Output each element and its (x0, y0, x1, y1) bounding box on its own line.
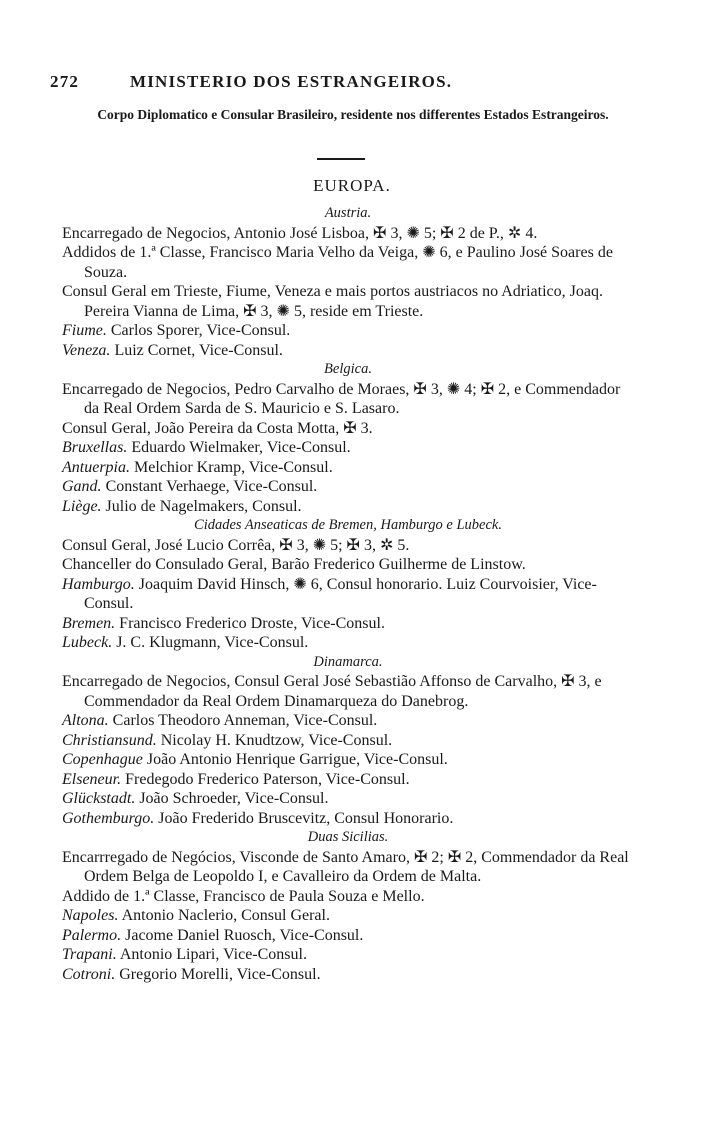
place-name: Elseneur. (62, 770, 122, 788)
place-name: Veneza. (62, 341, 111, 359)
country-heading: Duas Sicilias. (307, 829, 389, 845)
place-entry (62, 789, 634, 809)
place-name: Gothemburgo. (62, 809, 155, 827)
place-entry (62, 770, 634, 790)
section-title: EUROPA. (313, 176, 391, 195)
place-entry (62, 731, 634, 751)
place-name: Napoles. (62, 907, 119, 924)
place-entry (62, 341, 634, 361)
place-name: Hamburgo. (62, 575, 135, 593)
place-name: Lubeck. (62, 634, 113, 651)
place-name: Glückstadt. (62, 790, 136, 807)
place-text: Jacome Daniel Ruosch, Vice-Consul. (125, 926, 364, 944)
running-head (50, 72, 650, 92)
place-entry (62, 711, 634, 731)
place-name: Palermo. (62, 926, 122, 944)
place-text: J. C. Klugmann, Vice-Consul. (116, 634, 309, 651)
entry: Addidos de 1.ª Classe, Francisco Maria Velho da Veiga, ✺ 6, e Paulino José Soares de Souza. (62, 244, 613, 281)
place-text: Eduardo Wielmaker, Vice-Consul. (131, 439, 351, 456)
place-entry (62, 438, 634, 458)
country-heading: Cidades Anseaticas de Bremen, Hamburgo e Lubeck. (194, 517, 502, 533)
entry: Encarregado de Negocios, Pedro Carvalho de Moraes, ✠ 3, ✺ 4; ✠ 2, e Commendador da Real Ordem Sarda de S. Mauricio e S. Lasaro. (62, 380, 621, 417)
place-text: João Antonio Henrique Garrigue, Vice-Consul. (146, 751, 448, 768)
page-subtitle: Corpo Diplomatico e Consular Brasileiro, residente nos differentes Estados Estrangeiros. (97, 107, 609, 122)
entry: Encarregado de Negocios, Antonio José Lisboa, ✠ 3, ✺ 5; ✠ 2 de P., ✲ 4. (62, 224, 538, 242)
place-entry (62, 614, 634, 634)
place-name: Liège. (62, 497, 102, 515)
place-text: Nicolay H. Knudtzow, Vice-Consul. (160, 731, 393, 749)
place-entry (62, 321, 634, 341)
country-heading: Belgica. (324, 361, 372, 377)
entry: Chanceller do Consulado Geral, Barão Frederico Guilherme de Linstow. (62, 556, 526, 573)
place-entry (62, 477, 634, 497)
place-name: Fiume. (62, 322, 107, 339)
divider-rule (317, 158, 365, 160)
place-name: Trapani. (62, 946, 117, 963)
place-name: Cotroni. (62, 965, 116, 983)
place-text: Constant Verhaege, Vice-Consul. (105, 478, 318, 495)
place-entry (62, 497, 634, 517)
place-text: Antonio Lipari, Vice-Consul. (119, 946, 307, 963)
place-text: João Schroeder, Vice-Consul. (139, 790, 329, 807)
place-entry (62, 575, 634, 614)
entry: Consul Geral, João Pereira da Costa Motta, ✠ 3. (62, 419, 373, 437)
place-entry (62, 809, 634, 829)
place-name: Christiansund. (62, 731, 157, 749)
entry: Encarrregado de Negócios, Visconde de Santo Amaro, ✠ 2; ✠ 2, Commendador da Real Ordem Belga de Leopoldo I, e Cavalleiro da Ordem de Malta. (62, 848, 629, 885)
entry: Consul Geral em Trieste, Fiume, Veneza e mais portos austriacos no Adriatico, Joaq. Pereira Vianna de Lima, ✠ 3, ✺ 5, reside em Trieste. (62, 283, 603, 320)
place-name: Bruxellas. (62, 439, 128, 456)
entry: Addido de 1.ª Classe, Francisco de Paula Souza e Mello. (62, 887, 425, 905)
place-text: Melchior Kramp, Vice-Consul. (134, 458, 333, 476)
place-text: João Frederido Bruscevitz, Consul Honorario. (158, 809, 454, 827)
place-entry (62, 926, 634, 946)
place-text: Carlos Sporer, Vice-Consul. (110, 322, 291, 339)
place-text: Joaquim David Hinsch, ✺ 6, Consul honorario. Luiz Courvoisier, Vice-Consul. (84, 575, 597, 612)
country-heading: Dinamarca. (313, 653, 383, 670)
place-text: Gregorio Morelli, Vice-Consul. (119, 965, 321, 983)
place-name: Gand. (62, 478, 102, 495)
place-text: Luiz Cornet, Vice-Consul. (114, 341, 283, 359)
place-entry (62, 633, 634, 653)
place-text: Francisco Frederico Droste, Vice-Consul. (119, 614, 385, 632)
place-name: Bremen. (62, 614, 116, 632)
place-entry (62, 458, 634, 478)
place-text: Carlos Theodoro Anneman, Vice-Consul. (112, 712, 378, 729)
place-name: Copenhague (62, 751, 143, 768)
place-entry (62, 750, 634, 770)
running-title: MINISTERIO DOS ESTRANGEIROS. (130, 72, 453, 91)
place-text: Julio de Nagelmakers, Consul. (105, 497, 302, 515)
place-entry (62, 945, 634, 965)
place-name: Antuerpia. (62, 458, 130, 476)
place-entry (62, 965, 634, 985)
country-heading: Austria. (324, 205, 372, 221)
place-name: Altona. (62, 712, 109, 729)
place-text: Antonio Naclerio, Consul Geral. (121, 907, 330, 924)
place-text: Fredegodo Frederico Paterson, Vice-Consul. (125, 770, 410, 788)
entry: Consul Geral, José Lucio Corrêa, ✠ 3, ✺ 5; ✠ 3, ✲ 5. (62, 536, 410, 554)
entry: Encarregado de Negocios, Consul Geral José Sebastião Affonso de Carvalho, ✠ 3, e Commendador da Real Ordem Dinamarqueza do Danebrog. (62, 673, 602, 710)
place-entry (62, 906, 634, 926)
body-text (62, 204, 634, 984)
page-number: 272 (50, 72, 80, 91)
